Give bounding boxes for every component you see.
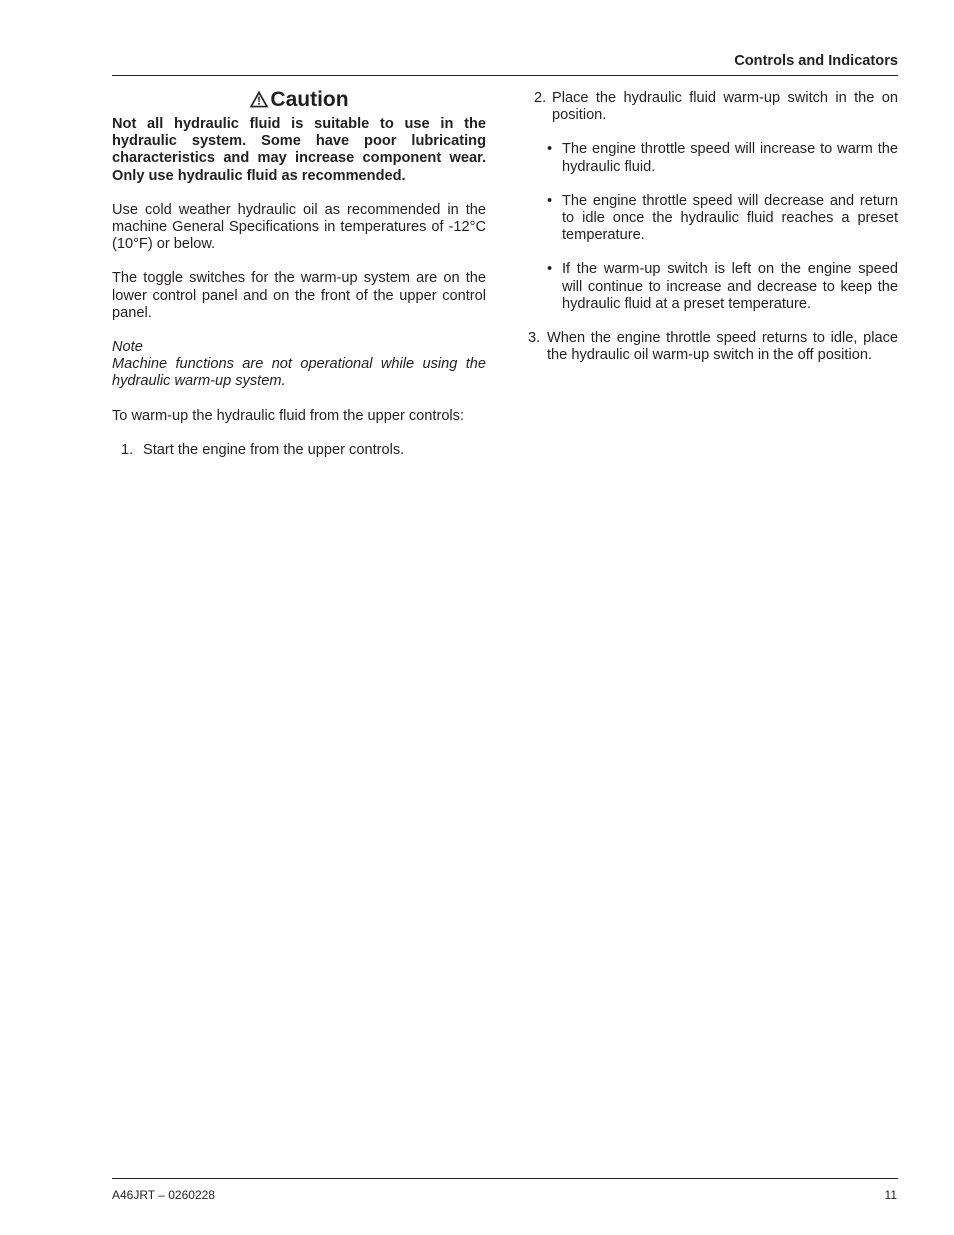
right-column xyxy=(528,88,898,364)
step-3 xyxy=(528,330,898,364)
step-number: 3. xyxy=(528,330,541,347)
step-1 xyxy=(112,442,486,459)
caution-heading xyxy=(112,88,486,112)
toggle-switches-paragraph: The toggle switches for the warm-up system are on the lower control panel and on the front of the upper control panel. xyxy=(112,270,486,321)
step-text: Start the engine from the upper controls. xyxy=(143,441,405,458)
bullet-marker: • xyxy=(547,261,553,278)
step-2-bullets xyxy=(528,141,898,313)
left-column xyxy=(112,88,486,459)
bullet-text: The engine throttle speed will increase to warm the hydraulic fluid. xyxy=(562,141,898,175)
bullet-marker: • xyxy=(547,192,553,209)
list-item xyxy=(547,261,898,313)
list-item xyxy=(547,141,898,175)
step-number: 2. xyxy=(534,90,547,106)
page-number: 11 xyxy=(884,1188,897,1202)
footer-rule xyxy=(112,1178,898,1179)
step-number: 1. xyxy=(121,441,134,458)
caution-text: Not all hydraulic fluid is suitable to use in the hydraulic system. Some have poor lubricating characteristics and may increase component wear. Only use hydraulic fluid as recommended. xyxy=(112,116,486,184)
document-id: A46JRT – 0260228 xyxy=(112,1188,215,1202)
header-rule xyxy=(112,75,898,76)
note-label: Note xyxy=(112,339,143,356)
section-title: Controls and Indicators xyxy=(734,53,898,69)
note-text: Machine functions are not operational while using the hydraulic warm-up system. xyxy=(112,356,486,390)
caution-title: Caution xyxy=(270,88,349,111)
bullet-marker: • xyxy=(547,141,553,158)
list-item xyxy=(547,193,898,245)
step-2 xyxy=(528,90,898,124)
step-text: When the engine throttle speed returns to idle, place the hydraulic oil warm-up switch in the off position. xyxy=(547,330,898,364)
step-text: Place the hydraulic fluid warm-up switch in the on position. xyxy=(552,90,898,124)
bullet-text: If the warm-up switch is left on the engine speed will continue to increase and decrease to keep the hydraulic fluid at a preset temperature. xyxy=(562,261,898,312)
cold-weather-paragraph: Use cold weather hydraulic oil as recommended in the machine General Specifications in temperatures of -12°C (10°F) or below. xyxy=(112,201,486,253)
bullet-text: The engine throttle speed will decrease and return to idle once the hydraulic fluid reaches a preset temperature. xyxy=(562,192,898,244)
intro-paragraph: To warm-up the hydraulic fluid from the upper controls: xyxy=(112,407,465,424)
warning-triangle-icon xyxy=(249,90,269,108)
